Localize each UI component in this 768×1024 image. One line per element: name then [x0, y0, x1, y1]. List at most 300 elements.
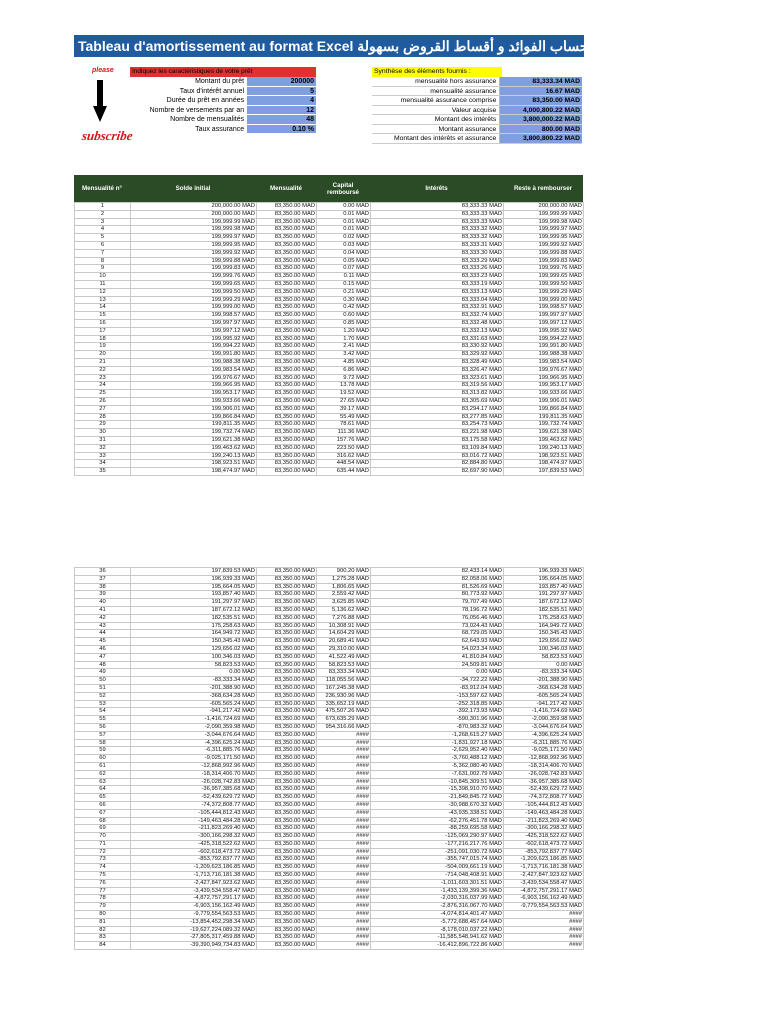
- table-cell: -105,444,812.43 MAD: [504, 801, 584, 809]
- summary-row: [372, 96, 582, 106]
- table-cell: 199,732.74 MAD: [131, 429, 257, 437]
- table-cell: 83,254.73 MAD: [371, 421, 504, 429]
- table-row: [75, 638, 584, 646]
- arrow-down-icon: [93, 80, 107, 122]
- table-cell: 150,345.43 MAD: [504, 630, 584, 638]
- table-cell: 83,350.00 MAD: [257, 879, 317, 887]
- table-cell: 40: [75, 599, 131, 607]
- table-cell: 58,823.53 MAD: [504, 653, 584, 661]
- table-row: [75, 864, 584, 872]
- table-row: [75, 708, 584, 716]
- table-cell: -149,463,484.28 MAD: [504, 809, 584, 817]
- table-cell: 129,656.02 MAD: [504, 638, 584, 646]
- table-cell: 199,240.13 MAD: [131, 452, 257, 460]
- table-cell: 83,350.00 MAD: [257, 249, 317, 257]
- table-cell: 66: [75, 801, 131, 809]
- table-cell: 83,350.00 MAD: [257, 731, 317, 739]
- table-cell: 199,999.83 MAD: [131, 265, 257, 273]
- table-cell: 236,930.96 MAD: [317, 692, 371, 700]
- summary-label: mensualité hors assurance: [372, 77, 500, 86]
- table-cell: 83,328.49 MAD: [371, 358, 504, 366]
- summary-value: 16.67 MAD: [500, 87, 582, 96]
- table-cell: 954,316.66 MAD: [317, 723, 371, 731]
- param-label: Taux d'intérêt annuel: [179, 87, 245, 95]
- table-cell: 83,333.33 MAD: [371, 203, 504, 211]
- table-cell: 0.02 MAD: [317, 234, 371, 242]
- table-cell: 83,350.00 MAD: [257, 747, 317, 755]
- table-cell: -15,398,910.70 MAD: [371, 786, 504, 794]
- table-cell: 83,333.23 MAD: [371, 273, 504, 281]
- loan-parameters: [130, 67, 316, 134]
- table-cell: -211,823,269.40 MAD: [131, 825, 257, 833]
- table-row: [75, 770, 584, 778]
- table-cell: ####: [317, 778, 371, 786]
- table-cell: 35: [75, 468, 131, 476]
- summary-label: Montant des intérêts et assurance: [372, 134, 500, 143]
- table-cell: 1: [75, 203, 131, 211]
- table-row: [75, 583, 584, 591]
- table-cell: -4,074,814,401.47 MAD: [371, 911, 504, 919]
- table-cell: 79: [75, 903, 131, 911]
- table-cell: 83,333.34 MAD: [317, 669, 371, 677]
- table-cell: -36,957,385.68 MAD: [131, 786, 257, 794]
- table-cell: 54: [75, 708, 131, 716]
- table-cell: 44: [75, 630, 131, 638]
- table-cell: 83,350.00 MAD: [257, 382, 317, 390]
- table-cell: -19,627,224,089.32 MAD: [131, 926, 257, 934]
- table-cell: 83,350.00 MAD: [257, 661, 317, 669]
- table-cell: 54,023.34 MAD: [371, 645, 504, 653]
- table-cell: 0.30 MAD: [317, 296, 371, 304]
- table-cell: 198,923.51 MAD: [504, 452, 584, 460]
- table-cell: 76: [75, 879, 131, 887]
- table-cell: 83,350.00 MAD: [257, 833, 317, 841]
- table-cell: 83,350.00 MAD: [257, 809, 317, 817]
- table-cell: -3,044,676.64 MAD: [131, 731, 257, 739]
- subscribe-link[interactable]: subscribe: [81, 128, 134, 143]
- table-row: [75, 397, 584, 405]
- table-cell: -504,009,661.19 MAD: [371, 864, 504, 872]
- table-cell: 83,350.00 MAD: [257, 895, 317, 903]
- table-cell: 6.86 MAD: [317, 366, 371, 374]
- table-cell: ####: [317, 864, 371, 872]
- table-cell: 83,350.00 MAD: [257, 335, 317, 343]
- table-cell: 83,350.00 MAD: [257, 606, 317, 614]
- table-cell: 198,923.51 MAD: [131, 460, 257, 468]
- table-cell: -43,935,338.51 MAD: [371, 809, 504, 817]
- table-cell: 199,994.22 MAD: [131, 343, 257, 351]
- table-cell: 83,350.00 MAD: [257, 265, 317, 273]
- table-cell: 83,319.56 MAD: [371, 382, 504, 390]
- table-cell: 0.15 MAD: [317, 280, 371, 288]
- table-cell: -941,217.42 MAD: [504, 700, 584, 708]
- col-header: Solde initial: [175, 185, 211, 192]
- table-cell: 0.04 MAD: [317, 249, 371, 257]
- table-row: [75, 848, 584, 856]
- table-cell: 16: [75, 319, 131, 327]
- table-cell: 1.70 MAD: [317, 335, 371, 343]
- table-cell: 83,350.00 MAD: [257, 739, 317, 747]
- table-cell: -853,792,837.77 MAD: [131, 856, 257, 864]
- table-cell: 83,333.32 MAD: [371, 226, 504, 234]
- table-cell: 83,350.00 MAD: [257, 343, 317, 351]
- table-cell: 60: [75, 755, 131, 763]
- table-cell: 83,350.00 MAD: [257, 614, 317, 622]
- table-cell: 82,433.14 MAD: [371, 568, 504, 576]
- table-row: [75, 692, 584, 700]
- table-row: [75, 452, 584, 460]
- col-header: Reste à rembourser: [513, 185, 573, 192]
- table-cell: -62,276,451.78 MAD: [371, 817, 504, 825]
- table-cell: 199,999.99 MAD: [131, 218, 257, 226]
- table-cell: -392,173.93 MAD: [371, 708, 504, 716]
- table-cell: -12,868,992.96 MAD: [131, 762, 257, 770]
- table-cell: 199,999.50 MAD: [504, 280, 584, 288]
- param-value-input[interactable]: 0.10 %: [247, 125, 316, 135]
- table-cell: 83,305.69 MAD: [371, 397, 504, 405]
- table-cell: 83,350.00 MAD: [257, 677, 317, 685]
- table-cell: 39: [75, 591, 131, 599]
- table-cell: 2.41 MAD: [317, 343, 371, 351]
- table-cell: 199,999.00 MAD: [504, 296, 584, 304]
- table-cell: 83,350.00 MAD: [257, 583, 317, 591]
- table-cell: 29: [75, 421, 131, 429]
- table-cell: 46: [75, 645, 131, 653]
- table-cell: 0.01 MAD: [317, 210, 371, 218]
- table-cell: ####: [317, 856, 371, 864]
- table-row: [75, 840, 584, 848]
- table-cell: 83,350.00 MAD: [257, 234, 317, 242]
- param-label: Nombre de mensualités: [170, 116, 245, 123]
- table-row: [75, 575, 584, 583]
- table-cell: 21: [75, 358, 131, 366]
- table-cell: 6: [75, 241, 131, 249]
- table-cell: 83,350.00 MAD: [257, 864, 317, 872]
- table-cell: 29,310.00 MAD: [317, 645, 371, 653]
- table-cell: 223.50 MAD: [317, 444, 371, 452]
- table-cell: 83,350.00 MAD: [257, 319, 317, 327]
- table-cell: 12: [75, 288, 131, 296]
- summary-value: 800.00 MAD: [500, 125, 582, 134]
- table-cell: 45: [75, 638, 131, 646]
- table-cell: -9,779,554,563.53 MAD: [504, 903, 584, 911]
- table-cell: 0.00 MAD: [504, 661, 584, 669]
- table-cell: 0.42 MAD: [317, 304, 371, 312]
- table-cell: 43: [75, 622, 131, 630]
- param-value-input[interactable]: 200000: [247, 77, 316, 87]
- table-row: [75, 926, 584, 934]
- table-row: [75, 288, 584, 296]
- table-cell: 193,857.40 MAD: [131, 591, 257, 599]
- summary-label: Montant des intérêts: [372, 115, 500, 124]
- table-cell: -941,217.42 MAD: [131, 708, 257, 716]
- table-cell: 10: [75, 273, 131, 281]
- table-row: [75, 374, 584, 382]
- table-cell: 82,058.06 MAD: [371, 575, 504, 583]
- table-cell: 18: [75, 335, 131, 343]
- table-cell: 83,333.26 MAD: [371, 265, 504, 273]
- table-cell: 83,331.63 MAD: [371, 335, 504, 343]
- table-cell: 199,999.76 MAD: [504, 265, 584, 273]
- table-cell: -1,209,623,186.85 MAD: [131, 864, 257, 872]
- table-row: [75, 622, 584, 630]
- table-row: [75, 312, 584, 320]
- table-row: [75, 366, 584, 374]
- table-cell: 164,949.72 MAD: [504, 622, 584, 630]
- table-cell: 175,258.63 MAD: [504, 614, 584, 622]
- table-cell: 5,136.62 MAD: [317, 606, 371, 614]
- table-row: [75, 249, 584, 257]
- table-cell: 1.20 MAD: [317, 327, 371, 335]
- summary-row: [372, 115, 582, 125]
- table-cell: 198,474.97 MAD: [504, 460, 584, 468]
- table-row: [75, 661, 584, 669]
- table-cell: ####: [317, 887, 371, 895]
- table-row: [75, 280, 584, 288]
- table-cell: ####: [317, 848, 371, 856]
- table-cell: 0.60 MAD: [317, 312, 371, 320]
- table-row: [75, 825, 584, 833]
- table-cell: 3,625.85 MAD: [317, 599, 371, 607]
- table-row: [75, 599, 584, 607]
- table-cell: 83,350.00 MAD: [257, 366, 317, 374]
- table-cell: 198,474.97 MAD: [131, 468, 257, 476]
- table-cell: -355,747,015.74 MAD: [371, 856, 504, 864]
- table-cell: 83,350.00 MAD: [257, 257, 317, 265]
- table-cell: 83,350.00 MAD: [257, 716, 317, 724]
- table-row: [75, 684, 584, 692]
- table-cell: 199,999.65 MAD: [131, 280, 257, 288]
- table-cell: ####: [317, 747, 371, 755]
- param-value-input[interactable]: 4: [247, 96, 316, 106]
- table-cell: -3,439,534,558.47 MAD: [131, 887, 257, 895]
- table-cell: 36: [75, 568, 131, 576]
- param-row: [130, 77, 316, 87]
- table-cell: 83,350.00 MAD: [257, 405, 317, 413]
- summary-value: 83,333.34 MAD: [500, 77, 582, 86]
- summary-label: mensualité assurance: [372, 87, 500, 96]
- table-cell: 83,350.00 MAD: [257, 684, 317, 692]
- table-row: [75, 614, 584, 622]
- table-row: [75, 304, 584, 312]
- table-cell: 191,297.97 MAD: [131, 599, 257, 607]
- table-row: [75, 436, 584, 444]
- table-cell: 83,350.00 MAD: [257, 848, 317, 856]
- table-cell: -83,333.34 MAD: [504, 669, 584, 677]
- table-cell: ####: [317, 911, 371, 919]
- table-cell: 38: [75, 583, 131, 591]
- table-cell: 199,988.38 MAD: [504, 351, 584, 359]
- table-cell: 27.65 MAD: [317, 397, 371, 405]
- table-cell: ####: [317, 731, 371, 739]
- table-cell: 199,997.12 MAD: [131, 327, 257, 335]
- summary-value: 3,800,800.22 MAD: [500, 134, 582, 143]
- table-cell: -10,845,309.51 MAD: [371, 778, 504, 786]
- table-row: [75, 468, 584, 476]
- table-cell: 52: [75, 692, 131, 700]
- param-label: Nombre de versements par an: [149, 106, 245, 114]
- table-row: [75, 872, 584, 880]
- table-cell: 0.05 MAD: [317, 257, 371, 265]
- param-value-input[interactable]: 12: [247, 106, 316, 116]
- table-cell: 9: [75, 265, 131, 273]
- table-cell: -4,872,757,291.17 MAD: [131, 895, 257, 903]
- table-row: [75, 358, 584, 366]
- table-cell: -300,166,298.32 MAD: [131, 833, 257, 841]
- table-cell: -74,372,808.77 MAD: [504, 794, 584, 802]
- table-cell: -3,044,676.64 MAD: [504, 723, 584, 731]
- table-cell: 83,350.00 MAD: [257, 700, 317, 708]
- table-cell: 83,350.00 MAD: [257, 755, 317, 763]
- table-cell: 56: [75, 723, 131, 731]
- table-row: [75, 273, 584, 281]
- table-cell: 82,697.90 MAD: [371, 468, 504, 476]
- table-row: [75, 606, 584, 614]
- table-cell: 83,350.00 MAD: [257, 778, 317, 786]
- table-row: [75, 778, 584, 786]
- table-cell: 83,294.17 MAD: [371, 405, 504, 413]
- table-row: [75, 716, 584, 724]
- table-cell: -4,396,625.24 MAD: [504, 731, 584, 739]
- table-cell: 83,350.00 MAD: [257, 575, 317, 583]
- table-cell: 200,000.00 MAD: [131, 210, 257, 218]
- table-cell: 475,507.26 MAD: [317, 708, 371, 716]
- table-row: [75, 351, 584, 359]
- table-cell: 199,991.80 MAD: [131, 351, 257, 359]
- table-cell: -1,011,603,301.51 MAD: [371, 879, 504, 887]
- table-cell: -9,779,554,563.53 MAD: [131, 911, 257, 919]
- table-cell: -211,823,269.40 MAD: [504, 817, 584, 825]
- table-cell: ####: [317, 794, 371, 802]
- table-cell: 83,350.00 MAD: [257, 241, 317, 249]
- table-cell: 111.36 MAD: [317, 429, 371, 437]
- table-cell: 83,329.92 MAD: [371, 351, 504, 359]
- table-row: [75, 786, 584, 794]
- table-cell: -201,388.90 MAD: [131, 684, 257, 692]
- table-row: [75, 911, 584, 919]
- table-cell: 8: [75, 257, 131, 265]
- table-cell: 19: [75, 343, 131, 351]
- table-cell: 157.76 MAD: [317, 436, 371, 444]
- table-cell: 83,350.00 MAD: [257, 856, 317, 864]
- table-cell: -2,030,316,037.99 MAD: [371, 895, 504, 903]
- table-cell: -2,090,359.98 MAD: [131, 723, 257, 731]
- table-cell: 83,350.00 MAD: [257, 444, 317, 452]
- table-cell: 83,333.29 MAD: [371, 257, 504, 265]
- table-cell: 41: [75, 606, 131, 614]
- table-cell: 48: [75, 661, 131, 669]
- table-cell: 41,522.49 MAD: [317, 653, 371, 661]
- table-cell: -201,388.90 MAD: [504, 677, 584, 685]
- table-cell: 58,823.53 MAD: [131, 661, 257, 669]
- table-row: [75, 794, 584, 802]
- table-cell: ####: [317, 809, 371, 817]
- table-cell: -18,314,406.70 MAD: [504, 762, 584, 770]
- table-cell: ####: [317, 926, 371, 934]
- table-cell: 78.61 MAD: [317, 421, 371, 429]
- table-cell: 83,350.00 MAD: [257, 436, 317, 444]
- table-cell: 71: [75, 840, 131, 848]
- table-cell: 65: [75, 794, 131, 802]
- table-cell: 199,866.84 MAD: [504, 405, 584, 413]
- table-cell: 83,350.00 MAD: [257, 692, 317, 700]
- table-cell: 68: [75, 817, 131, 825]
- table-cell: 68,729.05 MAD: [371, 630, 504, 638]
- table-cell: -368,634.28 MAD: [131, 692, 257, 700]
- table-cell: -125,069,290.97 MAD: [371, 833, 504, 841]
- table-cell: 196,939.33 MAD: [504, 568, 584, 576]
- table-row: [75, 739, 584, 747]
- table-cell: 199,983.54 MAD: [504, 358, 584, 366]
- table-cell: 23: [75, 374, 131, 382]
- table-cell: 83,333.19 MAD: [371, 280, 504, 288]
- table-row: [75, 343, 584, 351]
- table-cell: ####: [317, 942, 371, 950]
- table-cell: 19.52 MAD: [317, 390, 371, 398]
- table-cell: 83,350.00 MAD: [257, 460, 317, 468]
- summary-row: [372, 125, 582, 135]
- table-cell: -2,427,847,923.62 MAD: [504, 872, 584, 880]
- summary-row: [372, 87, 582, 97]
- table-cell: 199,732.74 MAD: [504, 421, 584, 429]
- table-cell: ####: [504, 926, 584, 934]
- table-cell: 81,526.69 MAD: [371, 583, 504, 591]
- table-cell: 199,933.66 MAD: [504, 390, 584, 398]
- table-cell: 53: [75, 700, 131, 708]
- table-cell: ####: [317, 801, 371, 809]
- table-cell: 164,949.72 MAD: [131, 630, 257, 638]
- table-cell: 13: [75, 296, 131, 304]
- param-value-input[interactable]: 5: [247, 87, 316, 97]
- table-cell: 83: [75, 934, 131, 942]
- table-cell: 7,276.88 MAD: [317, 614, 371, 622]
- table-cell: ####: [504, 942, 584, 950]
- table-header: [74, 175, 583, 202]
- table-row: [75, 879, 584, 887]
- table-cell: -7,631,002.79 MAD: [371, 770, 504, 778]
- param-label: Montant du prêt: [195, 78, 245, 85]
- table-row: [75, 801, 584, 809]
- table-cell: -5,362,080.40 MAD: [371, 762, 504, 770]
- table-cell: 83,350.00 MAD: [257, 794, 317, 802]
- param-value-input[interactable]: 48: [247, 115, 316, 125]
- table-cell: 27: [75, 405, 131, 413]
- table-cell: 199,463.62 MAD: [131, 444, 257, 452]
- table-cell: -425,318,522.62 MAD: [504, 833, 584, 841]
- col-header: Mensualité: [270, 185, 302, 192]
- table-cell: 83,350.00 MAD: [257, 817, 317, 825]
- table-cell: ####: [317, 895, 371, 903]
- table-cell: 73,024.43 MAD: [371, 622, 504, 630]
- table-cell: 14: [75, 304, 131, 312]
- table-cell: 83,350.00 MAD: [257, 591, 317, 599]
- table-cell: 83,350.00 MAD: [257, 312, 317, 320]
- table-cell: -1,416,724.69 MAD: [504, 708, 584, 716]
- table-cell: ####: [504, 918, 584, 926]
- table-cell: 57: [75, 731, 131, 739]
- page-title: Tableau d'amortissement au format Excel طريقة حساب الفوائد و أقساط القروض بسهولة: [74, 35, 584, 57]
- table-cell: 67: [75, 809, 131, 817]
- table-row: [75, 296, 584, 304]
- table-cell: 199,998.57 MAD: [131, 312, 257, 320]
- table-cell: 83,333.33 MAD: [371, 210, 504, 218]
- table-cell: 199,999.88 MAD: [131, 257, 257, 265]
- table-cell: -605,565.24 MAD: [504, 692, 584, 700]
- table-cell: -6,311,885.76 MAD: [131, 747, 257, 755]
- table-cell: 199,999.99 MAD: [504, 210, 584, 218]
- table-cell: 83,175.58 MAD: [371, 436, 504, 444]
- table-cell: 199,999.50 MAD: [131, 288, 257, 296]
